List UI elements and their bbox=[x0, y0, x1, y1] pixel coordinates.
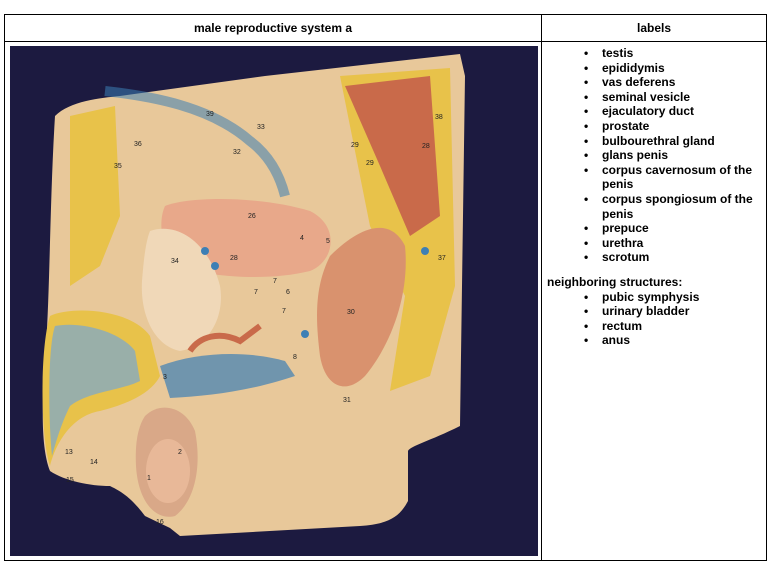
pin-number: 28 bbox=[422, 143, 430, 150]
document-table bbox=[4, 14, 767, 561]
anatomy-model-photo bbox=[10, 46, 538, 556]
pin-number: 29 bbox=[351, 142, 359, 149]
pin-number: 7 bbox=[273, 278, 277, 285]
label-item: • epididymis bbox=[602, 61, 762, 76]
pin-number: 16 bbox=[156, 519, 164, 526]
pin-number: 1 bbox=[147, 475, 151, 482]
pin-number: 28 bbox=[230, 255, 238, 262]
pin-number: 4 bbox=[300, 235, 304, 242]
pin-number: 5 bbox=[326, 238, 330, 245]
neighbor-item: • urinary bladder bbox=[602, 304, 762, 319]
pin-number: 26 bbox=[248, 213, 256, 220]
neighboring-structures-heading: neighboring structures: bbox=[547, 274, 683, 289]
neighbor-item: • rectum bbox=[602, 319, 762, 334]
vessel-dot bbox=[201, 247, 209, 255]
label-item: • seminal vesicle bbox=[602, 90, 762, 105]
label-item: • corpus cavernosum of the penis bbox=[602, 163, 762, 192]
image-cell bbox=[5, 42, 542, 561]
pin-number: 36 bbox=[134, 141, 142, 148]
label-item: • testis bbox=[602, 46, 762, 61]
pin-number: 29 bbox=[366, 160, 374, 167]
pin-number: 6 bbox=[286, 289, 290, 296]
labels-list bbox=[546, 46, 762, 265]
pin-number: 8 bbox=[293, 354, 297, 361]
pin-number: 33 bbox=[257, 124, 265, 131]
pin-number: 38 bbox=[435, 114, 443, 121]
label-item: • vas deferens bbox=[602, 75, 762, 90]
pin-number: 31 bbox=[343, 397, 351, 404]
label-item: • corpus spongiosum of the penis bbox=[602, 192, 762, 221]
label-item: • prostate bbox=[602, 119, 762, 134]
vessel-dot bbox=[421, 247, 429, 255]
pin-number: 7 bbox=[282, 308, 286, 315]
labels-list-container bbox=[542, 42, 766, 348]
pin-number: 32 bbox=[233, 149, 241, 156]
pin-number: 39 bbox=[206, 111, 214, 118]
neighbor-list bbox=[546, 290, 762, 348]
neighbor-item: • pubic symphysis bbox=[602, 290, 762, 305]
pin-number: 2 bbox=[178, 449, 182, 456]
testis-shape bbox=[146, 439, 190, 503]
pin-number: 34 bbox=[171, 258, 179, 265]
pin-number: 35 bbox=[114, 163, 122, 170]
label-item: • glans penis bbox=[602, 148, 762, 163]
neighbor-item: • anus bbox=[602, 333, 762, 348]
label-item: • bulbourethral gland bbox=[602, 134, 762, 149]
pin-number: 13 bbox=[65, 449, 73, 456]
label-item: • prepuce bbox=[602, 221, 762, 236]
label-item: • scrotum bbox=[602, 250, 762, 265]
header-labels-title: labels bbox=[542, 15, 767, 42]
pin-number: 15 bbox=[66, 477, 74, 484]
label-item: • ejaculatory duct bbox=[602, 104, 762, 119]
pin-number: 30 bbox=[347, 309, 355, 316]
vessel-dot bbox=[211, 262, 219, 270]
header-image-title: male reproductive system a bbox=[5, 15, 542, 42]
pin-number: 37 bbox=[438, 255, 446, 262]
labels-cell bbox=[542, 42, 767, 561]
pin-number: 7 bbox=[254, 289, 258, 296]
label-item: • urethra bbox=[602, 236, 762, 251]
pin-number: 14 bbox=[90, 459, 98, 466]
vessel-dot bbox=[301, 330, 309, 338]
pin-number: 3 bbox=[163, 374, 167, 381]
